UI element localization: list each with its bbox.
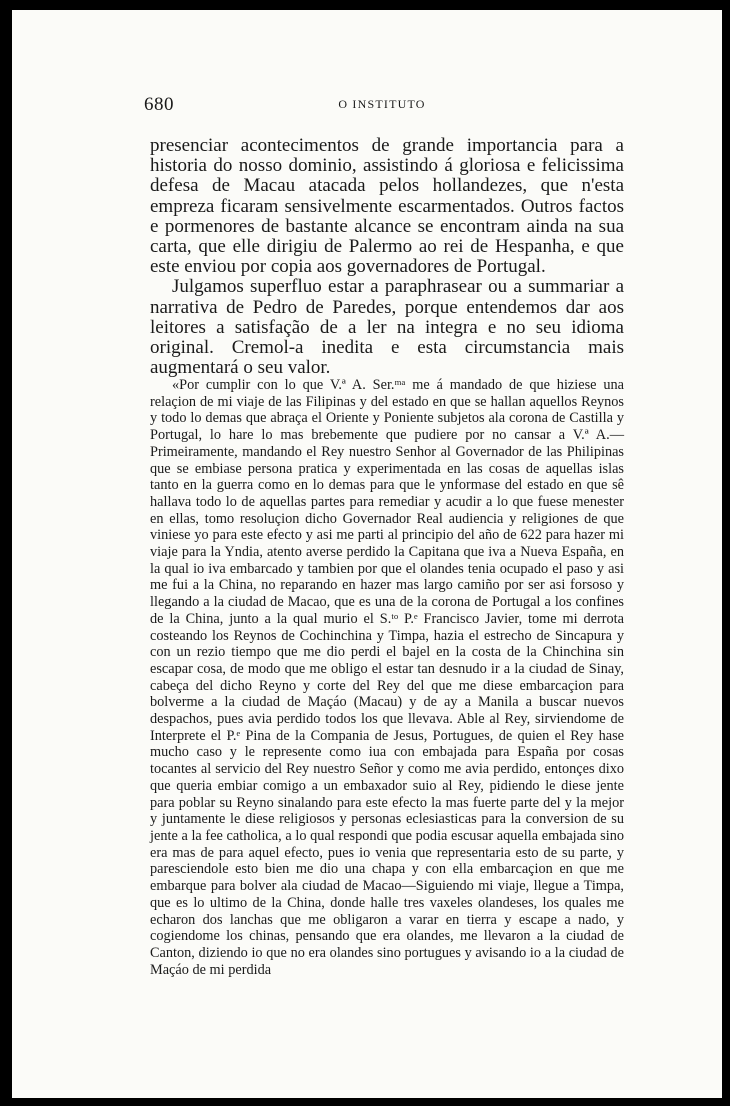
page-header — [144, 94, 592, 116]
running-title: O INSTITUTO — [338, 97, 426, 111]
body-text — [150, 136, 624, 378]
page-number: 680 — [144, 94, 174, 115]
quote-paragraph: «Por cumplir con lo que V.ª A. Ser.ᵐᵃ me á mandado de que hiziese una relaçion de mi viaje de las Filipinas y del estado en que se hallan aquellos Reynos y todo lo demas que abraça el Oriente y Poniente subjetos ala corona de Castilla y Portugal, lo hare lo mas brebemente que pudiere por no cansar a V.ª A.—Primeiramente, mandando el Rey nuestro Senhor al Governador de las Philipinas que se embiase persona pratica y experimentada en las cosas de aquellas islas tanto en la guerra como en lo demas para que le ynformase del estado en que sê hallava todo lo de aquellas partes para remediar y acudir a lo que fuese menester en ellas, tomo resoluçion dicho Governador Real audiencia y religiones de que viniese yo para este efecto y asi me parti al principio del año de 622 para hazer mi viaje para la Yndia, atento averse perdido la Capitana que iva a Nueva España, en la qual io iva embarcado y tambien por que el olandes tenia ocupado el paso y asi me fui a la China, no reparando en hazer mas largo camiño por ser asi forsoso y llegando a la ciudad de Macao, que es una de la corona de Portugal a los confines de la China, junto a la qual murio el S.ᵗᵒ P.ᵉ Francisco Javier, tome mi derrota costeando los Reynos de Cochinchina y Timpa, hazia el estrecho de Sincapura y con un rezio tiempo que me dio perdi el bajel en la costa de la Chinchina sin escapar cosa, de modo que me obligo el estar tan desnudo ir a la ciudad de Sinay, cabeça del dicho Reyno y corte del Rey del que me diese embarcaçion para bolverme a la ciudad de Maçáo (Macau) y de ay a Manila a buscar nuevos despachos, pues avia perdido todos los que llevava. Able al Rey, sirviendome de Interprete el P.ᵉ Pina de la Compania de Jesus, Portugues, de quien el Rey hase mucho caso y le represente como iua con embajada para España por cosas tocantes al servicio del Rey nuestro Señor y como me avia perdido, entonçes dixo que queria embiar comigo a un embaxador suio al Rey, pidiendo le diese jente para poblar su Reyno sinalando para este efecto la mas fuerte parte del y la mejor y juntamente le diese religiosos y personas eclesiasticas para la conversion de su jente a la fee catholica, a lo qual respondi que podia escusar aquella embajada sino era mas de para aquel efecto, pues io venia que representaria esto de su parte, y paresciendole esto bien me dio una chapa y con ella embarcaçion en que me embarque para bolver ala ciudad de Macao—Siguiendo mi viaje, llegue a Timpa, que es lo ultimo de la China, donde halle tres vaxeles olandeses, los quales me echaron dos lanchas que me obligaron a varar en tierra y escape a nado, y cogiendome los chinas, pensando que era olandes, me llevaron a la ciudad de Canton, diziendo io que no era olandes sino portugues y avisando io a la ciudad de Maçáo de mi perdida — [150, 377, 624, 978]
quoted-letter — [150, 377, 624, 978]
body-paragraph: presenciar acontecimentos de grande importancia para a historia do nosso dominio, assistindo á gloriosa e felicissima defesa de Macau atacada pelos hollandezes, que n'esta empreza ficaram sensivelmente escarmentados. Outros factos e pormenores de bastante alcance se encontram ainda na sua carta, que elle dirigiu de Palermo ao rei de Hespanha, e que este enviou por copia aos governadores de Portugal. — [150, 135, 624, 278]
body-paragraph: Julgamos superfluo estar a paraphrasear ou a summariar a narrativa de Pedro de Paredes, porque entendemos dar aos leitores a satisfação de a ler na integra e no seu idioma original. Cremol-a inedita e esta circumstancia mais augmentará o seu valor. — [150, 276, 624, 379]
